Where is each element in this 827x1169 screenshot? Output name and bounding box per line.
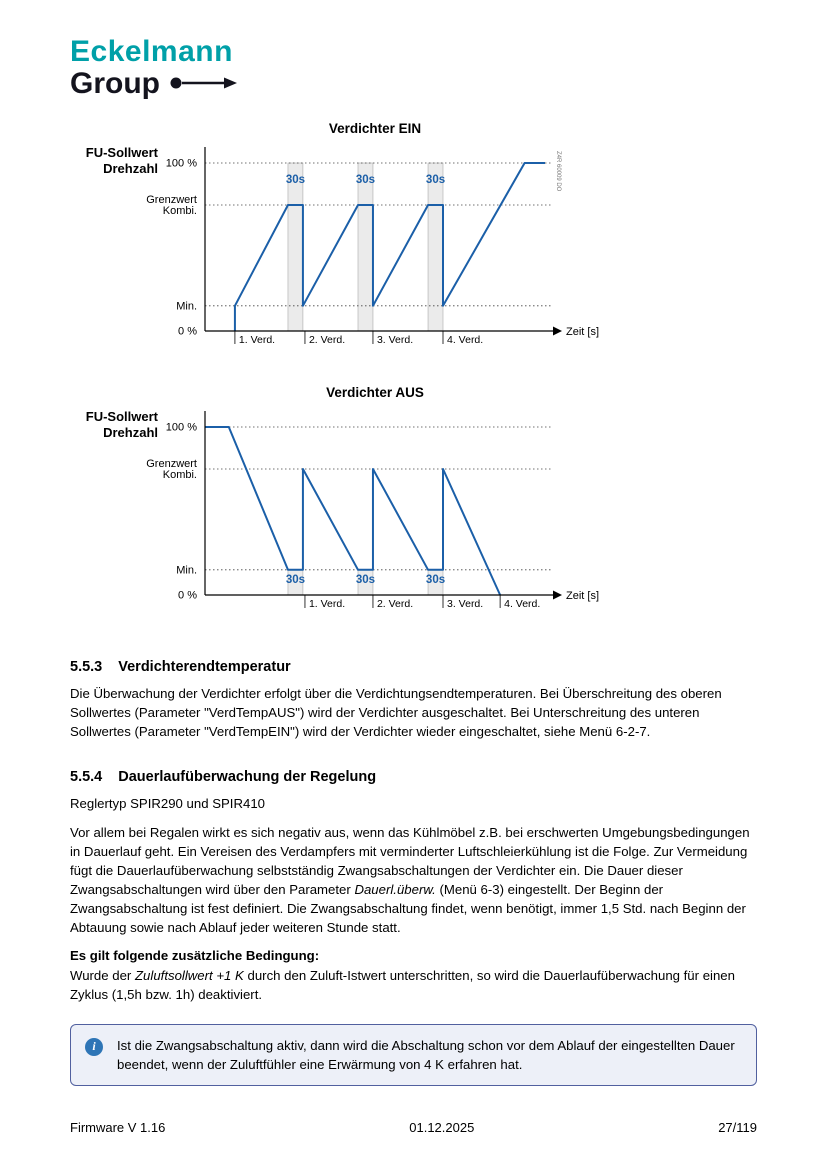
- chart-title: Verdichter AUS: [326, 385, 424, 400]
- chart-title: Verdichter EIN: [328, 121, 422, 136]
- y-axis-title-line2: Drehzahl: [103, 160, 158, 176]
- svg-text:2. Verd.: 2. Verd.: [376, 598, 414, 610]
- chart-plot-ein: [143, 141, 600, 355]
- svg-text:Grenzwert: Grenzwert: [146, 194, 197, 206]
- heading-number: 5.5.4: [70, 769, 103, 786]
- text-segment: durch den Zuluft-Istwert unterschritten, so wird die Dauerlaufüberwachung für einen Zyklus (1,5h bzw. 1h) deaktiviert.: [70, 967, 735, 1002]
- paragraph-condition: [70, 966, 757, 1004]
- heading-title: Dauerlaufüberwachung der Regelung: [118, 769, 377, 786]
- text-segment: Wurde der: [70, 967, 135, 983]
- svg-text:0 %: 0 %: [178, 325, 197, 338]
- svg-text:30s: 30s: [425, 174, 446, 187]
- bold-condition-line: Es gilt folgende zusätzliche Bedingung:: [70, 948, 320, 964]
- text-segment: Vor allem bei Regalen wirkt es sich negativ aus, wenn das Kühlmöbel z.B. bei erschwerten Umgebungsbedingungen in Dauerlauf geht. Ein Vereisen des Verdampfers mit verminderter Luftschleierkühlung ist die Folge. Zur Vermeidung fügt die Dauerlaufüberwachung selbstständig Zwangsabschaltungen der Verdichter ein. Die Dauer dieser Zwangsabschaltungen wird über den Parameter: [70, 824, 750, 897]
- page-footer: [70, 1120, 757, 1135]
- svg-text:Min.: Min.: [176, 300, 197, 313]
- footer-date: 01.12.2025: [409, 1120, 475, 1135]
- heading-title: Verdichterendtemperatur: [118, 659, 291, 675]
- logo-text-group: Group: [70, 66, 160, 100]
- chart-verdichter-aus: [70, 385, 757, 635]
- svg-text:0 %: 0 %: [178, 589, 197, 602]
- svg-text:30s: 30s: [355, 174, 376, 187]
- info-icon: [85, 1038, 103, 1056]
- chart-plot-aus: [143, 405, 600, 619]
- text-segment-italic: Zuluftsollwert +1 K: [135, 967, 244, 983]
- footer-page-number: 27/119: [718, 1120, 757, 1135]
- chart-verdichter-ein: [70, 121, 757, 371]
- svg-text:3. Verd.: 3. Verd.: [447, 598, 484, 610]
- svg-text:Z4R 60009 DO: Z4R 60009 DO: [555, 151, 561, 192]
- svg-text:3. Verd.: 3. Verd.: [376, 334, 414, 346]
- svg-text:Grenzwert: Grenzwert: [146, 458, 197, 470]
- y-axis-title-line1: FU-Sollwert: [85, 145, 158, 160]
- svg-text:100 %: 100 %: [165, 421, 197, 434]
- svg-text:1. Verd.: 1. Verd.: [238, 334, 276, 346]
- info-box-text: Ist die Zwangsabschaltung aktiv, dann wird die Abschaltung schon vor dem Ablauf der eingestellten Dauer beendet, wenn der Zuluftfühler eine Erwärmung von 4 K erfahren hat.: [117, 1037, 735, 1072]
- svg-text:Kombi.: Kombi.: [162, 205, 197, 217]
- svg-text:Min.: Min.: [176, 564, 197, 577]
- svg-text:2. Verd.: 2. Verd.: [308, 334, 346, 346]
- heading-number: 5.5.3: [70, 659, 103, 675]
- svg-text:100 %: 100 %: [165, 157, 197, 170]
- svg-text:4. Verd.: 4. Verd.: [447, 334, 484, 346]
- svg-text:30s: 30s: [285, 174, 306, 187]
- svg-text:Zeit [s]: Zeit [s]: [566, 590, 600, 602]
- footer-firmware: Firmware V 1.16: [70, 1120, 166, 1135]
- logo-arrow-icon: [170, 76, 238, 90]
- paragraph-5-5-4: [70, 823, 757, 938]
- y-axis-title-line2: Drehzahl: [103, 424, 158, 440]
- text-segment: (Menü 6-3) eingestellt. Der Beginn der Zwangsabschaltung ist fest definiert. Die Zwangsabschaltung findet, wenn benötigt, immer 1,5 Std. nach Beginn der Abtauung sowie nach Ablauf jeder weiteren Stunde statt.: [70, 881, 746, 936]
- svg-text:4. Verd.: 4. Verd.: [504, 598, 541, 610]
- text-segment-italic: Dauerl.überw.: [354, 881, 436, 897]
- svg-text:30s: 30s: [425, 574, 446, 587]
- svg-text:1. Verd.: 1. Verd.: [308, 598, 346, 610]
- svg-text:30s: 30s: [355, 574, 376, 587]
- svg-text:30s: 30s: [285, 574, 306, 587]
- subtitle-reglertyp: Reglertyp SPIR290 und SPIR410: [70, 796, 265, 812]
- heading-5-5-3: [70, 659, 757, 675]
- paragraph-5-5-3: Die Überwachung der Verdichter erfolgt über die Verdichtungsendtemperaturen. Bei Überschreitung des oberen Sollwertes (Parameter "VerdTempAUS") wird der Verdichter ausgeschaltet. Bei Unterschreitung des unteren Sollwertes (Parameter "VerdTempEIN") wird der Verdichter wieder eingeschaltet, siehe Menü 6-2-7.: [70, 686, 722, 740]
- svg-text:Zeit [s]: Zeit [s]: [566, 326, 600, 338]
- heading-5-5-4: [70, 769, 757, 785]
- svg-text:Kombi.: Kombi.: [162, 469, 197, 481]
- y-axis-title-line1: FU-Sollwert: [85, 409, 158, 424]
- info-icon-glyph: i: [92, 1039, 96, 1054]
- eckelmann-logo: [70, 36, 757, 99]
- info-box: [70, 1024, 757, 1086]
- logo-text-eckelmann: Eckelmann: [70, 35, 233, 68]
